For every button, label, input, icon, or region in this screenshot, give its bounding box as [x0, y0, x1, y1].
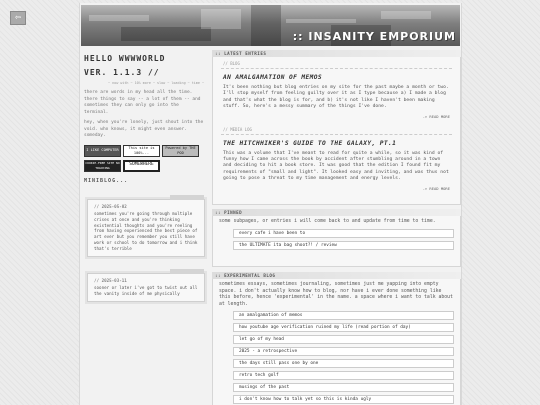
miniblog-text: sometimes you're going through multiple crises at once and you're thinking existential thoughts and you're reeling from having experienced the best piece of art ever but you remember you still have work or school to do tomorrow and i think that's terrible: [94, 211, 198, 251]
pinned-link[interactable]: the ULTIMATE ita bag shoot?! / review: [233, 241, 454, 250]
post-excerpt: This was a volume that I've meant to read for quite a while, so it was kind of funny how I came across the book by accident after stumbling around in a town and deciding to hit a book store. It was good that the edition I found fit my requirements of "small and light". It looked easy and inviting, and was thus not going to pose a threat to my time management and energy levels.: [223, 150, 449, 182]
left-column: [84, 52, 204, 184]
experimental-blog-section: [212, 272, 461, 405]
version-subline: ~ now with ~ 10% more ~ slow ~ loading ~ time ~: [108, 81, 204, 85]
badge-i-like-computer[interactable]: I LIKE COMPUTER: [84, 145, 121, 157]
site-title: :: INSANITY EMPORIUM: [292, 30, 456, 43]
badge-somewhere[interactable]: SOMEWHERE: [123, 160, 160, 172]
blog-link[interactable]: i don't know how to talk yet so this is kinda ugly: [233, 395, 454, 404]
post-title[interactable]: AN AMALGAMATION OF MEMOS: [223, 74, 323, 81]
blog-link[interactable]: an amalgamation of memos: [233, 311, 454, 320]
badge-cookie-free[interactable]: COOKIE-FREE SITE NO TRACKING: [85, 161, 120, 170]
experimental-description: sometimes essays, sometimes journaling, sometimes just me yapping into empty space. i don't actually know how to blog, nor have i ever done something like this before, hence 'experimental' in the name. a space where i want to talk about at length.: [219, 282, 453, 307]
badge-grid: [84, 145, 202, 172]
blog-link[interactable]: let go of my head: [233, 335, 454, 344]
blog-link[interactable]: retro tech golf: [233, 371, 454, 380]
intro-paragraph: hey, when you're lonely, just shout into the void. who knows, it might even answer. someday.: [84, 120, 204, 138]
read-more-link[interactable]: -> READ MORE: [422, 185, 450, 191]
latest-entries-section: [212, 50, 461, 205]
post-excerpt: It's been nothing but blog entries on my site for the past maybe a month or two. I'll stop myself from feeling guilty over it as I type because a) I made a blog and that's what the blog is for, and b) it's not like I haven't been making stuff. So, here's a messy summary of the things I've done.: [223, 85, 449, 110]
post-title[interactable]: THE HITCHHIKER'S GUIDE TO THE GALAXY, PT.1: [223, 139, 397, 147]
read-more-link[interactable]: -> READ MORE: [422, 113, 450, 119]
experimental-blog-header: :: EXPERIMENTAL BLOG: [212, 272, 461, 279]
pinned-description: some subpages, or entries i will come back to and update from time to time.: [219, 219, 436, 224]
hello-heading: HELLO WWWWORLD VER. 1.1.3 //: [84, 54, 166, 77]
latest-entries-header: :: LATEST ENTRIES: [212, 50, 461, 57]
banner: [81, 5, 460, 46]
blog-link[interactable]: musings of the past: [233, 383, 454, 392]
pinned-link[interactable]: every cafe i have been to: [233, 229, 454, 238]
miniblog-date: // 2025-05-02: [94, 204, 127, 209]
pinned-section: [212, 209, 461, 267]
blog-link[interactable]: 2025 - a retrospective: [233, 347, 454, 356]
miniblog-post[interactable]: [87, 273, 205, 302]
back-button[interactable]: [10, 11, 26, 25]
miniblog-text: sooner or later i've got to twist out all the vanity inside of me physically: [94, 285, 198, 296]
post-category: // BLOG: [221, 57, 452, 69]
miniblog-title: MINIBLOG...: [84, 177, 129, 184]
intro-text: [84, 90, 204, 140]
miniblog-post[interactable]: [87, 199, 205, 257]
post-entry: [221, 57, 452, 123]
back-arrow-icon: ⇦: [14, 12, 22, 23]
post-category: // MEDIA LOG: [221, 123, 452, 135]
badge-this-site[interactable]: This site is 100%...: [123, 145, 160, 157]
post-entry: [221, 123, 452, 195]
pinned-header: :: PINNED: [212, 209, 461, 216]
blog-link[interactable]: the days still pass one by one: [233, 359, 454, 368]
intro-paragraph: there are words in my head all the time. there things to say -- a lot of them -- and sometimes they can only go into the terminal.: [84, 90, 201, 115]
blog-link[interactable]: how youtube age verification ruined my life (read portion of day): [233, 323, 454, 332]
miniblog-date: // 2025-03-11: [94, 278, 127, 283]
badge-powered-by[interactable]: Powered by THE POD: [162, 145, 199, 157]
